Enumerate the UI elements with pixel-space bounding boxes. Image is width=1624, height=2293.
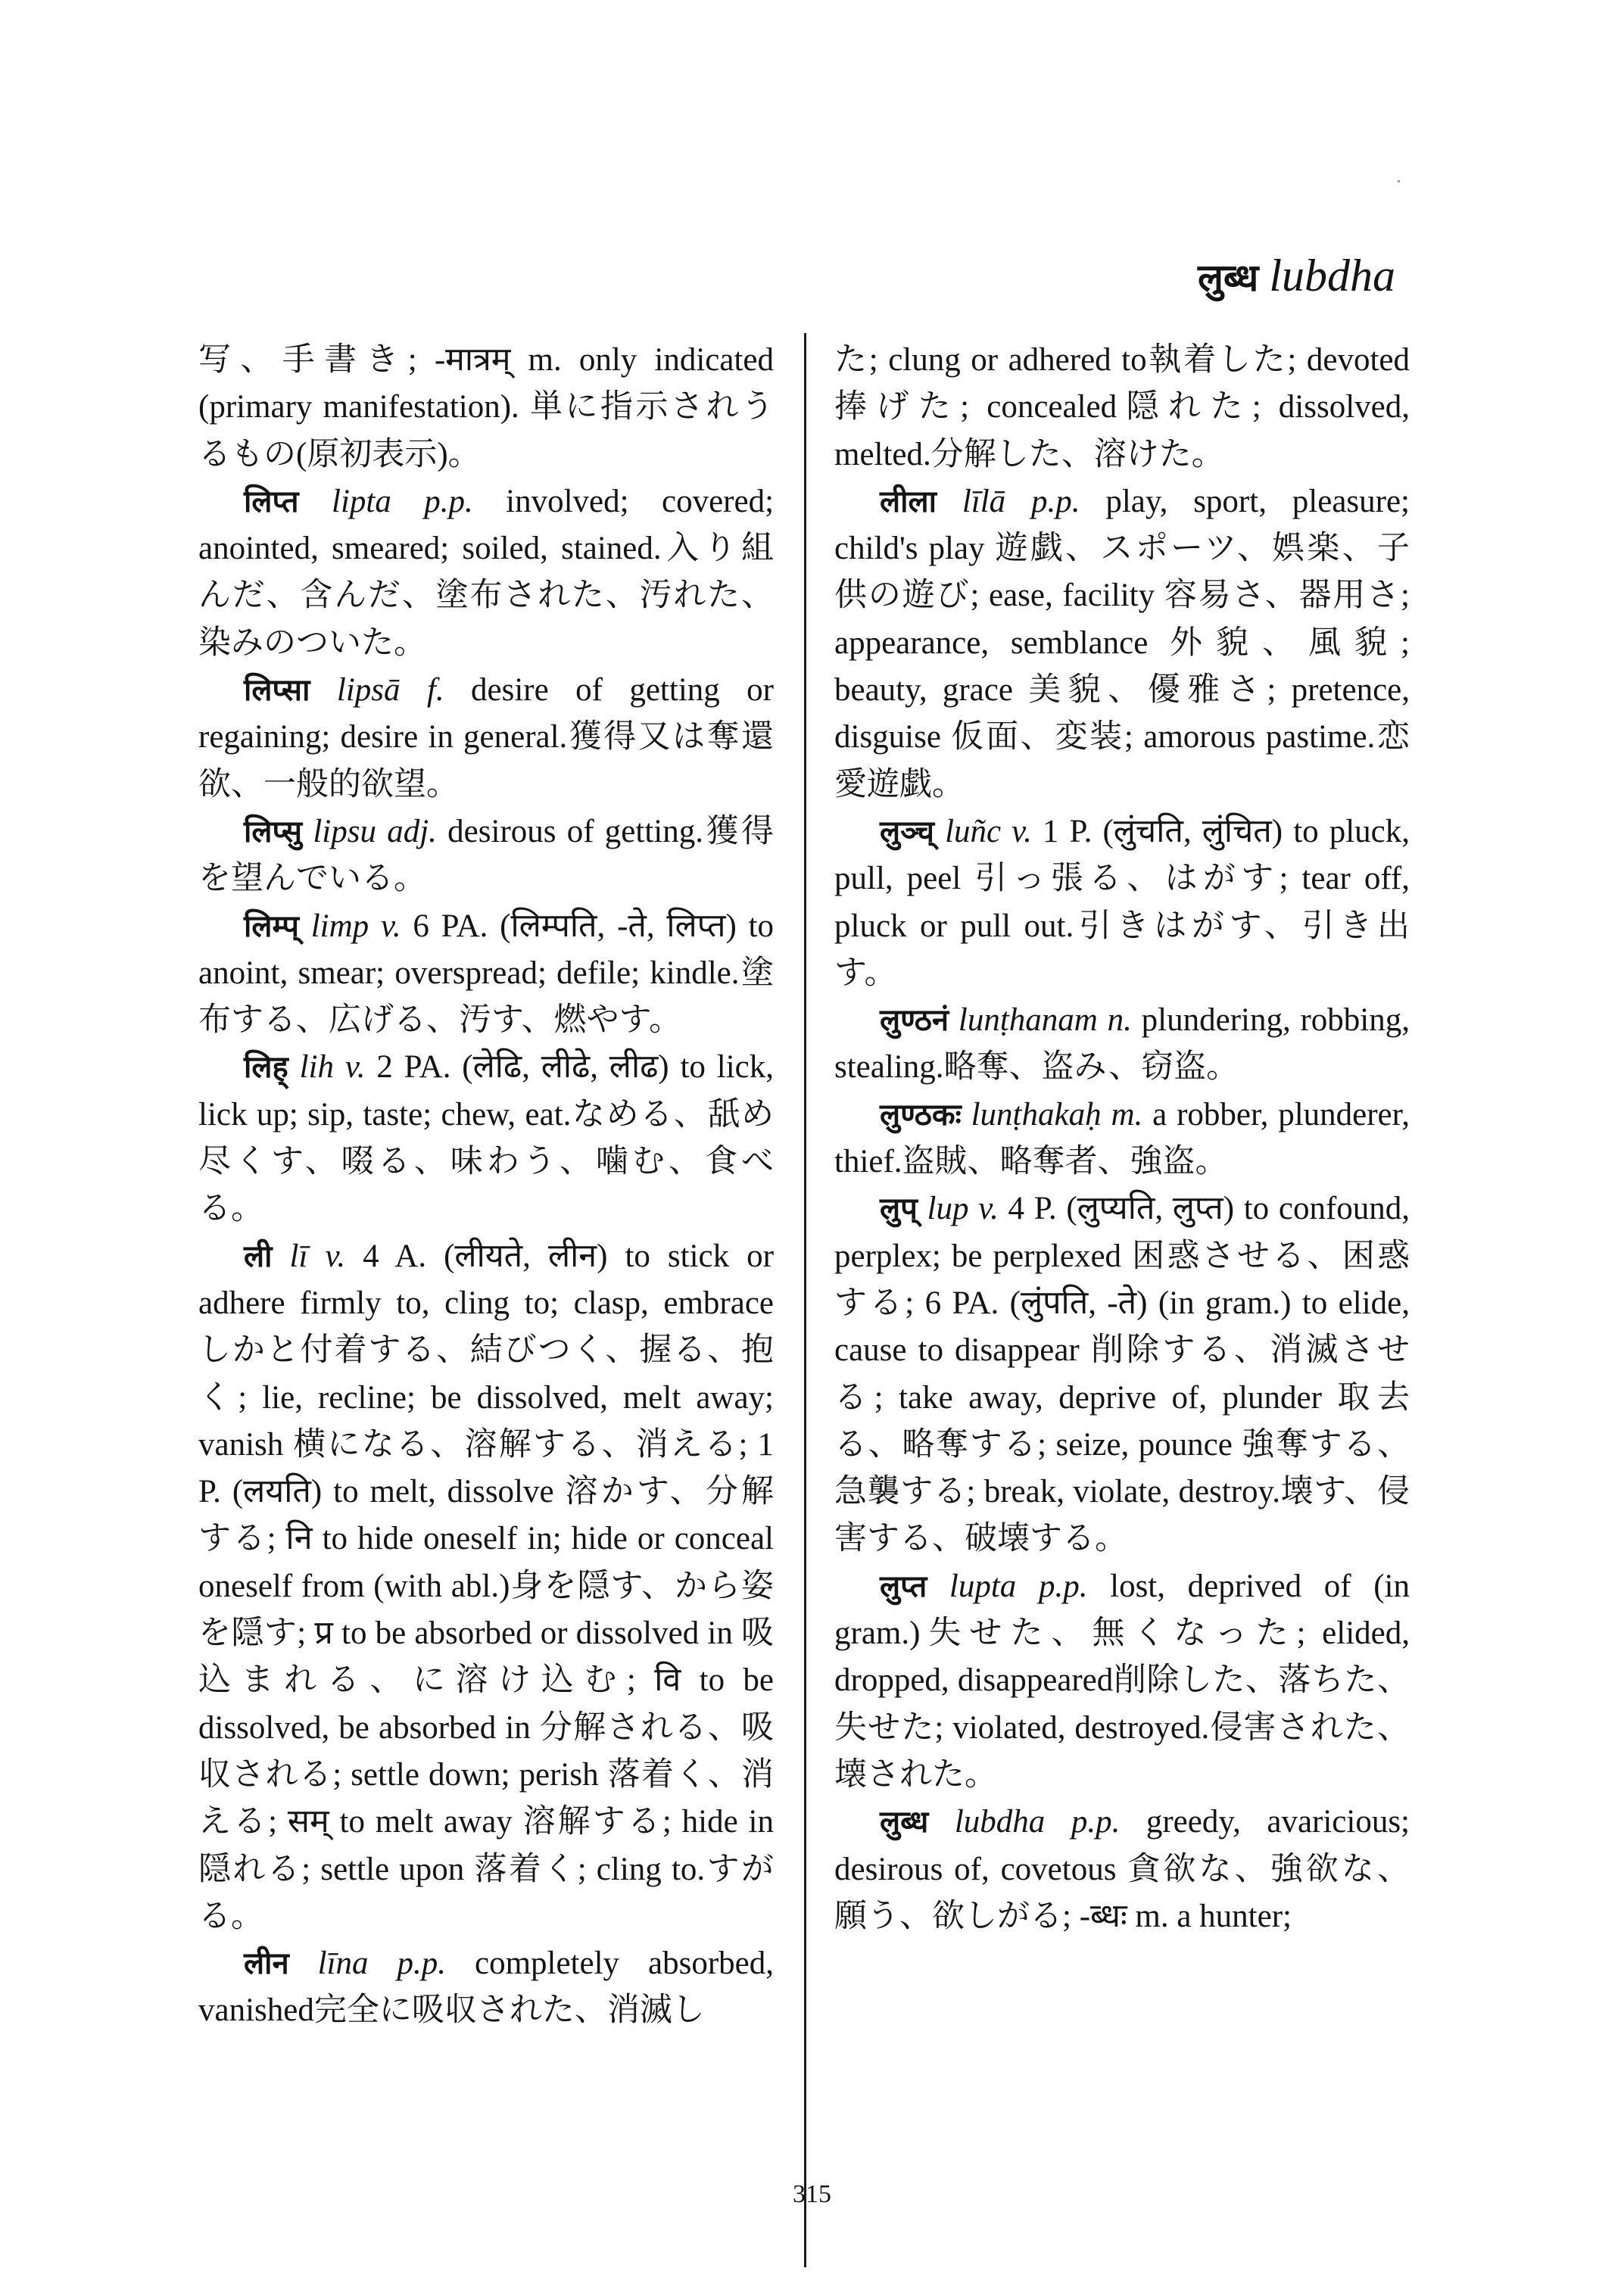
entry-headword: लिह् [244,1050,288,1086]
entry-headword: लुब्ध [880,1805,929,1840]
entry-transliteration: lipsu adj. [313,813,437,849]
entry-definition: completely absorbed, vanished完全に吸収された、消滅し [198,1946,774,2029]
right-column [834,337,1410,1940]
dictionary-entry [834,1563,1410,1799]
dictionary-entry [834,1185,1410,1562]
entry-definition: plundering, robbing, stealing.略奪、盗み、窃盗。 [834,1002,1410,1086]
entry-definition: 4 A. (लीयते, लीन) to stick or adhere firmly to, cling to; clasp, embrace しかと付着する、結びつく、握る、抱く; lie, recline; be dissolved, melt away; vanish 横になる、溶解する、消える; 1 P. (लयति) to melt, dissolve 溶かす、分解する; नि to hide oneself in; hide or conceal oneself from (with abl.)身を隠す、から姿を隠す; प्र to be absorbed or dissolved in 吸込まれる、に溶け込む; वि to be dissolved, be absorbed in 分解される、吸収される; settle down; perish 落着く、消える; सम् to melt away 溶解する; hide in 隠れる; settle upon 落着く; cling to.すがる。 [198,1238,774,1934]
entry-headword: लिप्सा [244,673,310,709]
dictionary-entry [198,1233,774,1940]
dictionary-entry [834,808,1410,997]
left-column [198,337,774,2035]
entry-transliteration: lupta p.p. [949,1568,1088,1604]
entry-transliteration: lipsā f. [336,672,444,709]
entry-headword: लुण्ठकः [880,1097,962,1132]
entry-headword: लिप्सु [244,814,303,849]
dictionary-entry [834,997,1410,1092]
entry-definition: play, sport, pleasure; child's play 遊戯、スポーツ、娯楽、子供の遊び; ease, facility 容易さ、器用さ; appearance, semblance 外貌、風貌; beauty, grace 美貌、優雅さ; pretence, disguise 仮面、変装; amorous pastime.恋愛遊戯。 [834,483,1410,802]
entry-headword: लीला [880,484,937,519]
entry-definition: 2 PA. (लेढि, लीढे, लीढ) to lick, lick up; sip, taste; chew, eat.なめる、舐め尽くす、啜る、味わう、噛む、食べる。 [198,1049,774,1227]
entry-headword: लुप्त [880,1569,927,1604]
running-headword [1198,248,1395,305]
dictionary-entry [198,1940,774,2035]
entry-definition: involved; covered; anointed, smeared; soiled, stained.入り組んだ、含んだ、塗布された、汚れた、染みのついた。 [198,483,775,661]
entry-headword: लुण्ठनं [880,1003,949,1039]
entry-definition: a robber, plunderer, thief.盗賊、略奪者、強盗。 [834,1096,1410,1180]
running-headword-latin: lubdha [1269,251,1395,301]
page-number: 315 [793,2180,831,2208]
dictionary-entry: た; clung or adhered to執着した; devoted捧げた; concealed隠れた; dissolved, melted.分解した、溶けた。 [834,342,1410,472]
entry-transliteration: lipta p.p. [332,483,473,519]
entry-transliteration: lī v. [289,1238,346,1274]
dictionary-entry [834,1092,1410,1186]
entry-definition: lost, deprived of (in gram.)失せた、無くなった; elided, dropped, disappeared削除した、落ちた、失せた; violated, destroyed.侵害された、壊された。 [834,1568,1410,1793]
entry-transliteration: lunṭhakaḥ m. [971,1096,1143,1132]
entry-transliteration: līna p.p. [317,1946,447,1982]
entry-definition: greedy, avaricious; desirous of, covetous 貪欲な、強欲な、願う、欲しがる; -ब्धः m. a hunter; [834,1804,1410,1934]
running-headword-devanagari: लुब्ध [1197,256,1259,300]
dictionary-entry [834,478,1410,808]
dictionary-entry [198,903,774,1045]
entry-transliteration: lubdha p.p. [954,1804,1121,1840]
entry-headword: लुञ्च् [880,814,934,849]
dictionary-entry [198,1044,774,1232]
page-speck [1398,180,1400,182]
entry-headword: लिप्त [244,484,299,519]
dictionary-entry [198,667,774,808]
entry-transliteration: lunṭhanam n. [958,1002,1132,1039]
entry-headword: लिम्प् [244,908,299,944]
entry-headword: लीन [244,1946,289,1982]
entry-definition: desire of getting or regaining; desire in general.獲得又は奪還欲、一般的欲望。 [198,672,775,802]
entry-transliteration: luñc v. [945,813,1032,849]
entry-transliteration: lih v. [299,1049,366,1086]
dictionary-entry [198,478,774,667]
dictionary-entry [198,808,774,903]
entry-headword: ली [244,1238,273,1274]
entry-definition: 1 P. (लुंचति, लुंचित) to pluck, pull, peel 引っ張る、はがす; tear off, pluck or pull out.引きはがす、引き出す。 [834,813,1410,991]
entry-transliteration: līlā p.p. [962,483,1080,519]
dictionary-entry: 写、手書き; -मात्रम् m. only indicated (primary manifestation). 単に指示されうるもの(原初表示)。 [198,342,774,472]
dictionary-entry [834,1799,1410,1940]
entry-definition: 4 P. (लुप्यति, लुप्त) to confound, perplex; be perplexed 困惑させる、困惑する; 6 PA. (लुंपति, -ते) (in gram.) to elide, cause to disappear 削除する、消滅させる; take away, deprive of, plunder 取去る、略奪する; seize, pounce 強奪する、急襲する; break, violate, destroy.壊す、侵害する、破壊する。 [834,1191,1410,1557]
entry-headword: लुप् [880,1192,918,1227]
entry-definition: desirous of getting.獲得を望んでいる。 [198,813,774,897]
entry-definition: 6 PA. (लिम्पति, -ते, लिप्त) to anoint, smear; overspread; defile; kindle.塗布する、広げる、汚す、燃やす。 [198,908,774,1039]
entry-transliteration: limp v. [310,908,401,944]
entry-transliteration: lup v. [927,1191,999,1227]
column-divider [804,333,806,2267]
